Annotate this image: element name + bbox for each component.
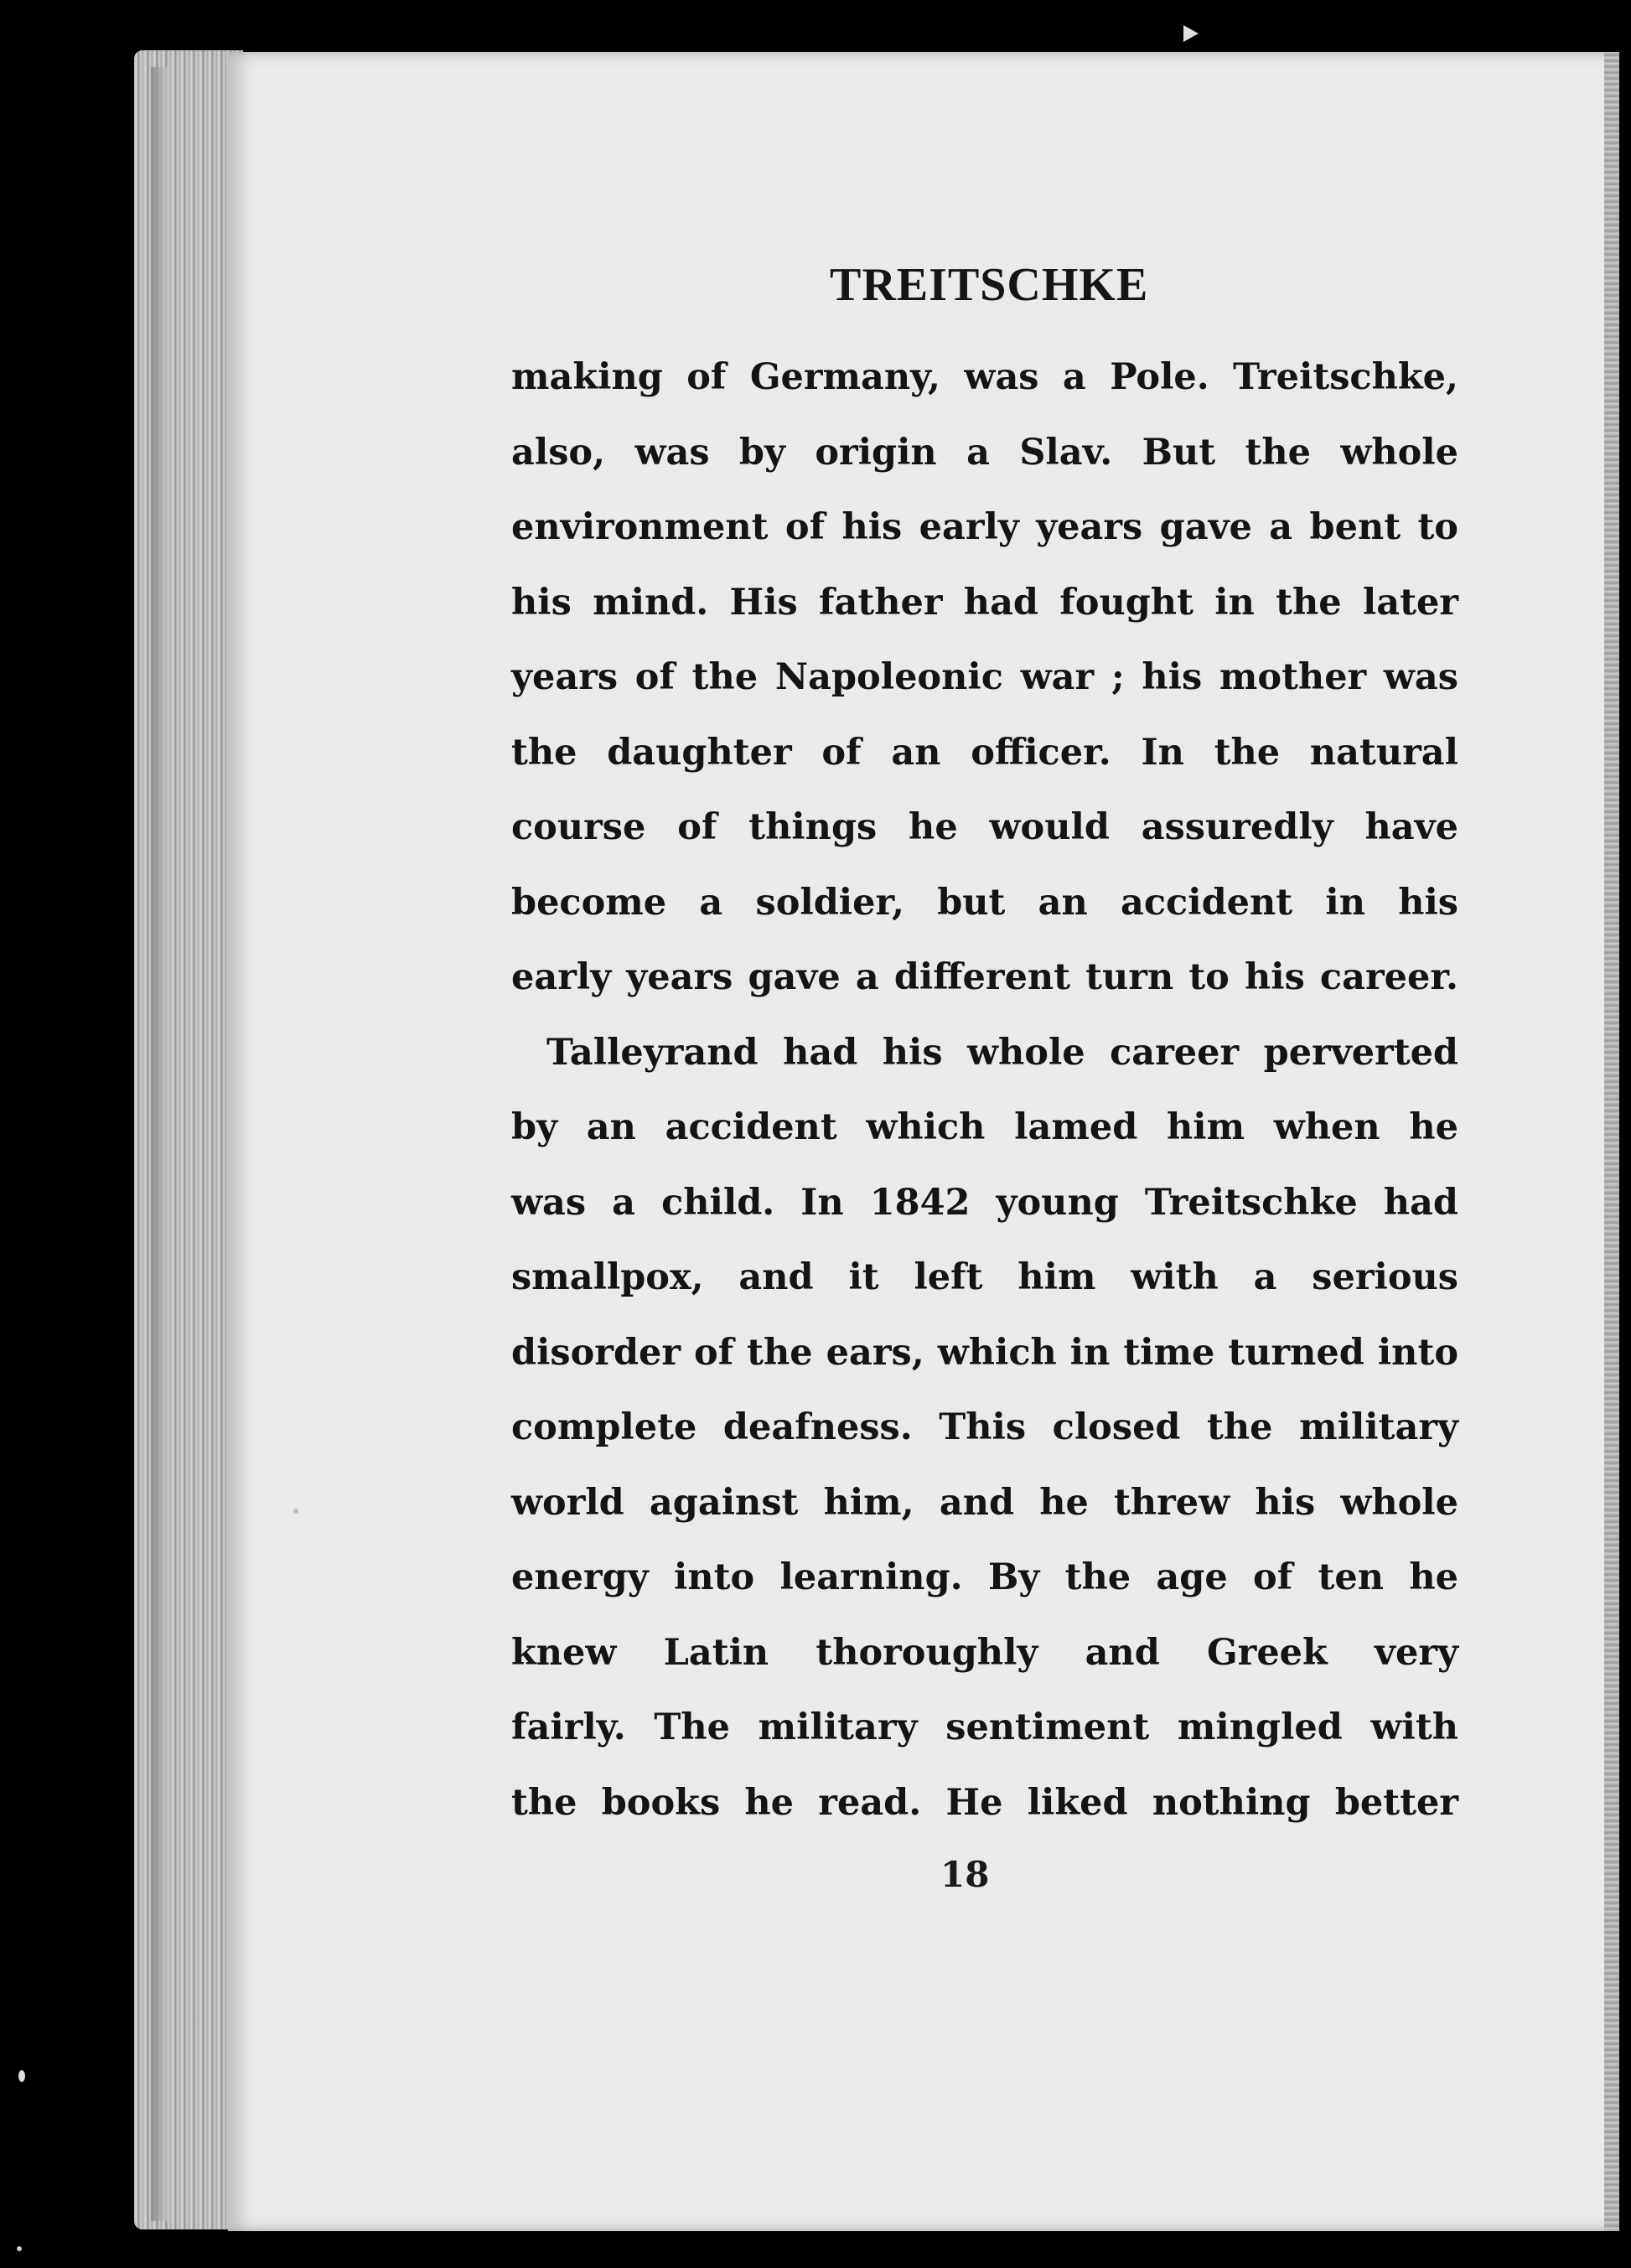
scan-speck (18, 2070, 25, 2082)
text-line: by an accident which lamed him when he (511, 1106, 1458, 1148)
page-number: 18 (940, 1854, 990, 1895)
page-body-text (511, 340, 1458, 1841)
text-line: also, was by origin a Slav. But the whole (511, 431, 1458, 474)
spine-shadow (151, 67, 168, 2221)
text-line: early years gave a different turn to his career. (511, 956, 1458, 998)
text-line: his mind. His father had fought in the later (511, 581, 1458, 624)
text-line-paragraph-start: Talleyrand had his whole career perverted (546, 1031, 1458, 1074)
text-line: energy into learning. By the age of ten he (511, 1556, 1458, 1598)
text-line: knew Latin thoroughly and Greek very (511, 1631, 1458, 1674)
text-line: fairly. The military sentiment mingled with (511, 1706, 1458, 1748)
text-line: the books he read. He liked nothing better (511, 1781, 1458, 1824)
text-line: disorder of the ears, which in time turned into (511, 1331, 1458, 1374)
scan-speck (293, 1509, 298, 1514)
text-line: world against him, and he threw his whole (511, 1481, 1458, 1524)
text-line: the daughter of an officer. In the natural (511, 731, 1458, 774)
text-line: smallpox, and it left him with a serious (511, 1256, 1458, 1298)
text-line: environment of his early years gave a bent to (511, 506, 1458, 548)
scan-mark-icon (1183, 25, 1199, 42)
text-line: was a child. In 1842 young Treitschke had (511, 1181, 1458, 1224)
scan-speck (17, 2246, 22, 2251)
text-line: course of things he would assuredly have (511, 806, 1458, 848)
text-line: making of Germany, was a Pole. Treitschke, (511, 356, 1458, 398)
text-line: become a soldier, but an accident in his (511, 881, 1458, 924)
text-line: years of the Napoleonic war ; his mother was (511, 656, 1458, 698)
page-right-edge (1604, 52, 1619, 2231)
running-header: TREITSCHKE (830, 259, 1149, 311)
text-line: complete deafness. This closed the military (511, 1406, 1458, 1448)
